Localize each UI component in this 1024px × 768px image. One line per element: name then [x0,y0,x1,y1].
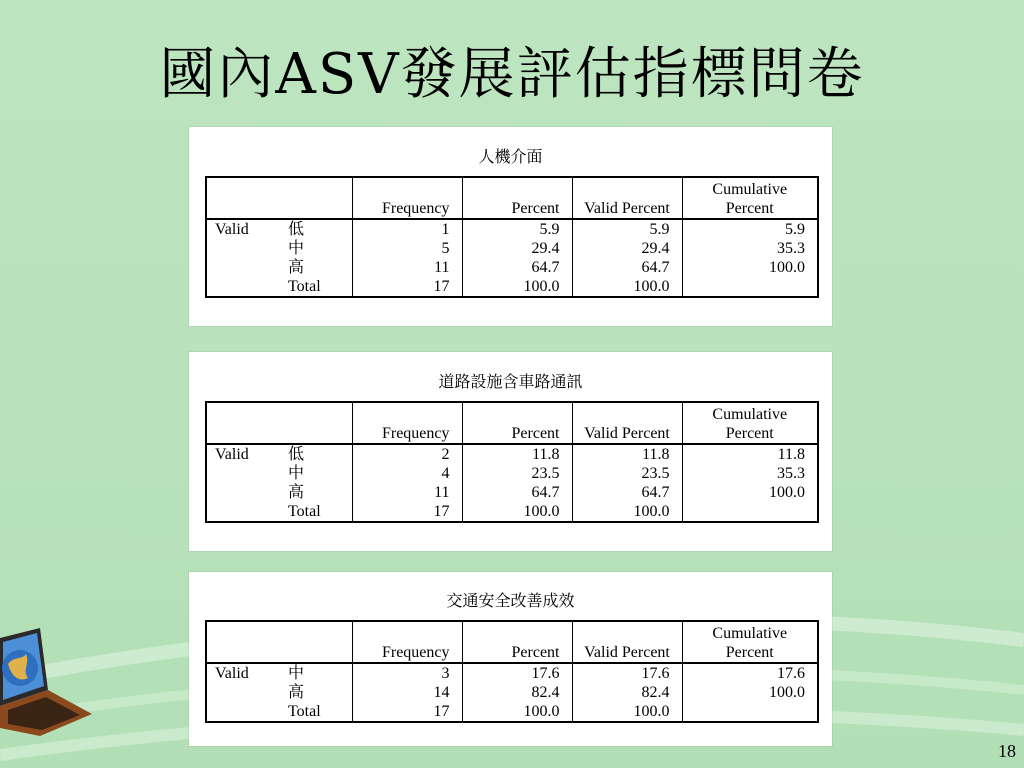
laptop-globe-icon [0,620,100,740]
cell-percent: 100.0 [462,277,572,297]
table-row [206,683,818,702]
cell-cumulative [682,502,818,522]
cell-valid-percent: 64.7 [572,258,682,277]
header-cumulative [682,402,818,444]
cell-percent: 29.4 [462,239,572,258]
header-percent: Percent [462,621,572,663]
row-group [206,258,284,277]
cell-valid-percent: 17.6 [572,663,682,683]
header-blank [206,621,284,663]
header-frequency: Frequency [352,621,462,663]
row-group [206,502,284,522]
cell-percent: 23.5 [462,464,572,483]
frequency-table [205,176,819,298]
cell-cumulative: 11.8 [777,446,805,463]
table-row [206,483,818,502]
row-label: Total [284,702,352,722]
header-cumulative-line1: Cumulative [712,625,788,642]
cell-valid-percent: 100.0 [572,277,682,297]
row-group: Valid [215,221,249,238]
cell-cumulative [682,702,818,722]
header-percent: Percent [462,402,572,444]
table-row [206,502,818,522]
cell-cumulative: 100.0 [769,259,805,276]
header-blank [284,402,352,444]
row-group [206,277,284,297]
cell-valid-percent: 100.0 [572,702,682,722]
cell-frequency: 3 [352,663,462,683]
table-row [206,277,818,297]
cell-valid-percent: 23.5 [572,464,682,483]
cell-frequency: 4 [352,464,462,483]
cell-percent: 100.0 [462,702,572,722]
cell-valid-percent: 100.0 [572,502,682,522]
row-label: 中 [284,663,352,683]
cell-frequency: 11 [352,258,462,277]
cell-percent: 64.7 [462,258,572,277]
cell-valid-percent: 82.4 [572,683,682,702]
cell-frequency: 5 [352,239,462,258]
header-frequency: Frequency [352,402,462,444]
cell-cumulative: 35.3 [777,465,805,482]
header-blank [206,177,284,219]
row-label: 低 [284,444,352,464]
header-cumulative-line1: Cumulative [712,181,788,198]
row-group: Valid [215,665,249,682]
table-title: 人機介面 [478,147,543,166]
row-label: Total [284,502,352,522]
cell-cumulative: 100.0 [769,484,805,501]
cell-valid-percent: 11.8 [572,444,682,464]
header-frequency: Frequency [352,177,462,219]
table-title: 道路設施含車路通訊 [438,372,583,391]
frequency-table [205,401,819,523]
header-valid-percent: Valid Percent [572,177,682,219]
frequency-table [205,620,819,723]
cell-frequency: 17 [352,702,462,722]
header-valid-percent: Valid Percent [572,621,682,663]
header-blank [206,402,284,444]
table-header-row [206,177,818,219]
cell-percent: 82.4 [462,683,572,702]
table-row [206,219,818,239]
cell-valid-percent: 5.9 [572,219,682,239]
row-label: 高 [284,483,352,502]
header-percent: Percent [462,177,572,219]
header-cumulative-line1: Cumulative [712,406,788,423]
table-row [206,258,818,277]
row-group [206,239,284,258]
row-label: 低 [284,219,352,239]
cell-valid-percent: 29.4 [572,239,682,258]
row-label: Total [284,277,352,297]
cell-cumulative: 5.9 [785,221,805,238]
cell-percent: 17.6 [462,663,572,683]
cell-valid-percent: 64.7 [572,483,682,502]
header-cumulative-line2: Percent [725,644,774,661]
cell-cumulative [682,277,818,297]
cell-percent: 64.7 [462,483,572,502]
header-blank [284,621,352,663]
cell-cumulative: 17.6 [777,665,805,682]
row-label: 高 [284,683,352,702]
cell-frequency: 14 [352,683,462,702]
table-row [206,464,818,483]
row-group [206,483,284,502]
header-blank [284,177,352,219]
table-panel-1 [189,127,832,326]
table-row [206,702,818,722]
table-row [206,444,818,464]
table-header-row [206,621,818,663]
table-panel-2 [189,352,832,551]
row-group: Valid [215,446,249,463]
cell-cumulative: 35.3 [777,240,805,257]
page-number: 18 [998,741,1016,761]
header-valid-percent: Valid Percent [572,402,682,444]
cell-frequency: 1 [352,219,462,239]
cell-frequency: 17 [352,502,462,522]
header-cumulative-line2: Percent [725,425,774,442]
row-label: 中 [284,239,352,258]
table-header-row [206,402,818,444]
cell-frequency: 2 [352,444,462,464]
cell-cumulative: 100.0 [769,684,805,701]
header-cumulative [682,177,818,219]
cell-frequency: 11 [352,483,462,502]
row-label: 中 [284,464,352,483]
cell-percent: 11.8 [462,444,572,464]
row-label: 高 [284,258,352,277]
table-row [206,239,818,258]
row-group [206,464,284,483]
header-cumulative [682,621,818,663]
table-panel-3 [189,572,832,746]
cell-percent: 5.9 [462,219,572,239]
table-title: 交通安全改善成效 [446,591,575,610]
slide-title: 國內ASV發展評估指標問卷 [159,42,865,107]
table-row [206,663,818,683]
row-group [206,683,284,702]
cell-frequency: 17 [352,277,462,297]
row-group [206,702,284,722]
header-cumulative-line2: Percent [725,200,774,217]
cell-percent: 100.0 [462,502,572,522]
